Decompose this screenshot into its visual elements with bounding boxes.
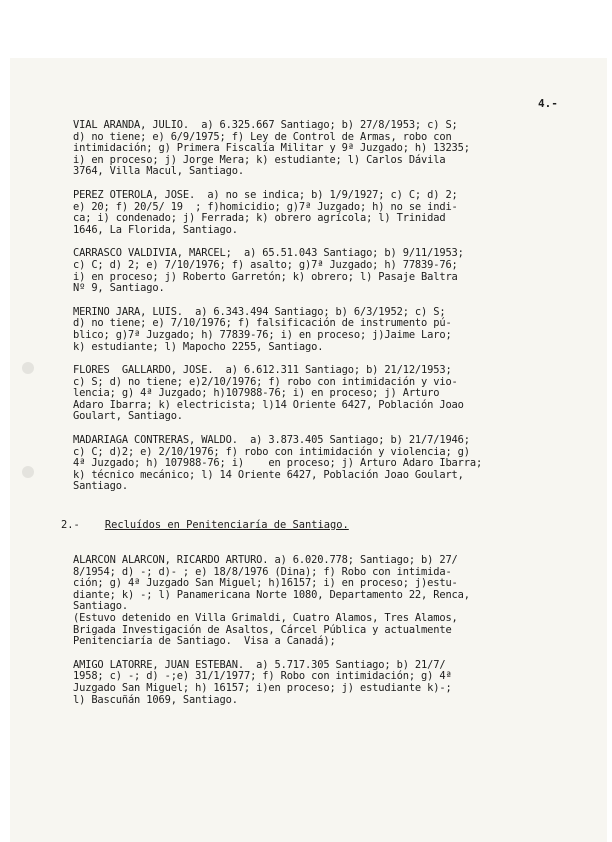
detainee-entry (73, 120, 553, 178)
entry-line: c) C; d)2; e) 2/10/1976; f) robo con intimidación y violencia; g) (73, 445, 470, 458)
entry-line: ca; i) condenado; j) Ferrada; k) obrero agrícola; l) Trinidad (73, 212, 446, 225)
detainee-entry (73, 190, 553, 236)
entry-line: 8/1954; d) -; d)- ; e) 18/8/1976 (Dina); f) Robo con intimida- (73, 565, 452, 578)
section-heading (61, 519, 553, 531)
detainee-entry (73, 307, 553, 353)
entry-line: Penitenciaría de Santiago. Visa a Canadá); (73, 635, 336, 648)
detainee-list-part-1 (73, 120, 553, 493)
entry-line: FLORES GALLARDO, JOSE. a) 6.612.311 Santiago; b) 21/12/1953; (73, 364, 452, 377)
entry-line: 1958; c) -; d) -;e) 31/1/1977; f) Robo con intimidación; g) 4ª (73, 670, 452, 683)
entry-line: Brigada Investigación de Asaltos, Cárcel Pública y actualmente (73, 623, 452, 636)
entry-line: k) técnico mecánico; l) 14 Oriente 6427, Población Joao Goulart, (73, 468, 464, 481)
entry-line: Santiago. (73, 600, 128, 613)
entry-line: Nº 9, Santiago. (73, 282, 165, 295)
punch-hole (22, 362, 34, 374)
entry-line: diante; k) -; l) Panamericana Norte 1080, Departamento 22, Renca, (73, 588, 470, 601)
section-number: 2.- (61, 519, 80, 532)
entry-line: e) 20; f) 20/5/ 19 ; f)homicidio; g)7ª Juzgado; h) no se indi- (73, 200, 458, 213)
entry-line: 4ª Juzgado; h) 107988-76; i) en proceso; j) Arturo Adaro Ibarra; (73, 457, 483, 470)
entry-line: 3764, Villa Macul, Santiago. (73, 165, 244, 178)
entry-line: AMIGO LATORRE, JUAN ESTEBAN. a) 5.717.305 Santiago; b) 21/7/ (73, 658, 446, 671)
detainee-entry (73, 555, 553, 648)
entry-line: VIAL ARANDA, JULIO. a) 6.325.667 Santiago; b) 27/8/1953; c) S; (73, 119, 458, 131)
entry-line: i) en proceso; j) Jorge Mera; k) estudiante; l) Carlos Dávila (73, 153, 446, 166)
detainee-list (61, 119, 553, 718)
entry-line: intimidación; g) Primera Fiscalía Militar y 9ª Juzgado; h) 13235; (73, 142, 470, 155)
entry-line: Goulart, Santiago. (73, 410, 183, 423)
entry-line: blico; g)7ª Juzgado; h) 77839-76; i) en proceso; j)Jaime Laro; (73, 328, 452, 341)
entry-line: PEREZ OTEROLA, JOSE. a) no se indica; b) 1/9/1927; c) C; d) 2; (73, 188, 458, 201)
page-number: 4.- (538, 97, 558, 110)
detainee-entry (73, 660, 553, 706)
entry-line: MADARIAGA CONTRERAS, WALDO. a) 3.873.405 Santiago; b) 21/7/1946; (73, 434, 470, 447)
entry-line: (Estuvo detenido en Villa Grimaldi, Cuatro Alamos, Tres Alamos, (73, 612, 458, 624)
entry-line: Santiago. (73, 480, 128, 493)
entry-line: l) Bascuñán 1069, Santiago. (73, 693, 238, 706)
detainee-entry (73, 435, 553, 493)
entry-line: Juzgado San Miguel; h) 16157; i)en proceso; j) estudiante k)-; (73, 681, 452, 694)
entry-line: d) no tiene; e) 7/10/1976; f) falsificación de instrumento pú- (73, 317, 452, 330)
entry-line: k) estudiante; l) Mapocho 2255, Santiago. (73, 340, 324, 353)
detainee-entry (73, 365, 553, 423)
entry-line: 1646, La Florida, Santiago. (73, 223, 238, 236)
detainee-list-part-2 (73, 555, 553, 706)
entry-line: c) S; d) no tiene; e)2/10/1976; f) robo con intimidación y vio- (73, 375, 458, 388)
entry-line: Adaro Ibarra; k) electricista; l)14 Oriente 6427, Población Joao (73, 398, 464, 411)
entry-line: MERINO JARA, LUIS. a) 6.343.494 Santiago; b) 6/3/1952; c) S; (73, 305, 446, 318)
entry-line: ción; g) 4ª Juzgado San Miguel; h)16157; i) en proceso; j)estu- (73, 577, 458, 590)
entry-line: ALARCON ALARCON, RICARDO ARTURO. a) 6.020.778; Santiago; b) 27/ (73, 554, 458, 567)
entry-line: i) en proceso; j) Roberto Garretón; k) obrero; l) Pasaje Baltra (73, 270, 458, 283)
entry-line: CARRASCO VALDIVIA, MARCEL; a) 65.51.043 Santiago; b) 9/11/1953; (73, 247, 464, 260)
entry-line: lencia; g) 4ª Juzgado; h)107988-76; i) en proceso; j) Arturo (73, 387, 440, 400)
section-title: Recluídos en Penitenciaría de Santiago. (104, 519, 349, 532)
entry-line: c) C; d) 2; e) 7/10/1976; f) asalto; g)7ª Juzgado; h) 77839-76; (73, 258, 458, 271)
entry-line: d) no tiene; e) 6/9/1975; f) Ley de Control de Armas, robo con (73, 130, 452, 143)
detainee-entry (73, 248, 553, 294)
punch-hole (22, 466, 34, 478)
